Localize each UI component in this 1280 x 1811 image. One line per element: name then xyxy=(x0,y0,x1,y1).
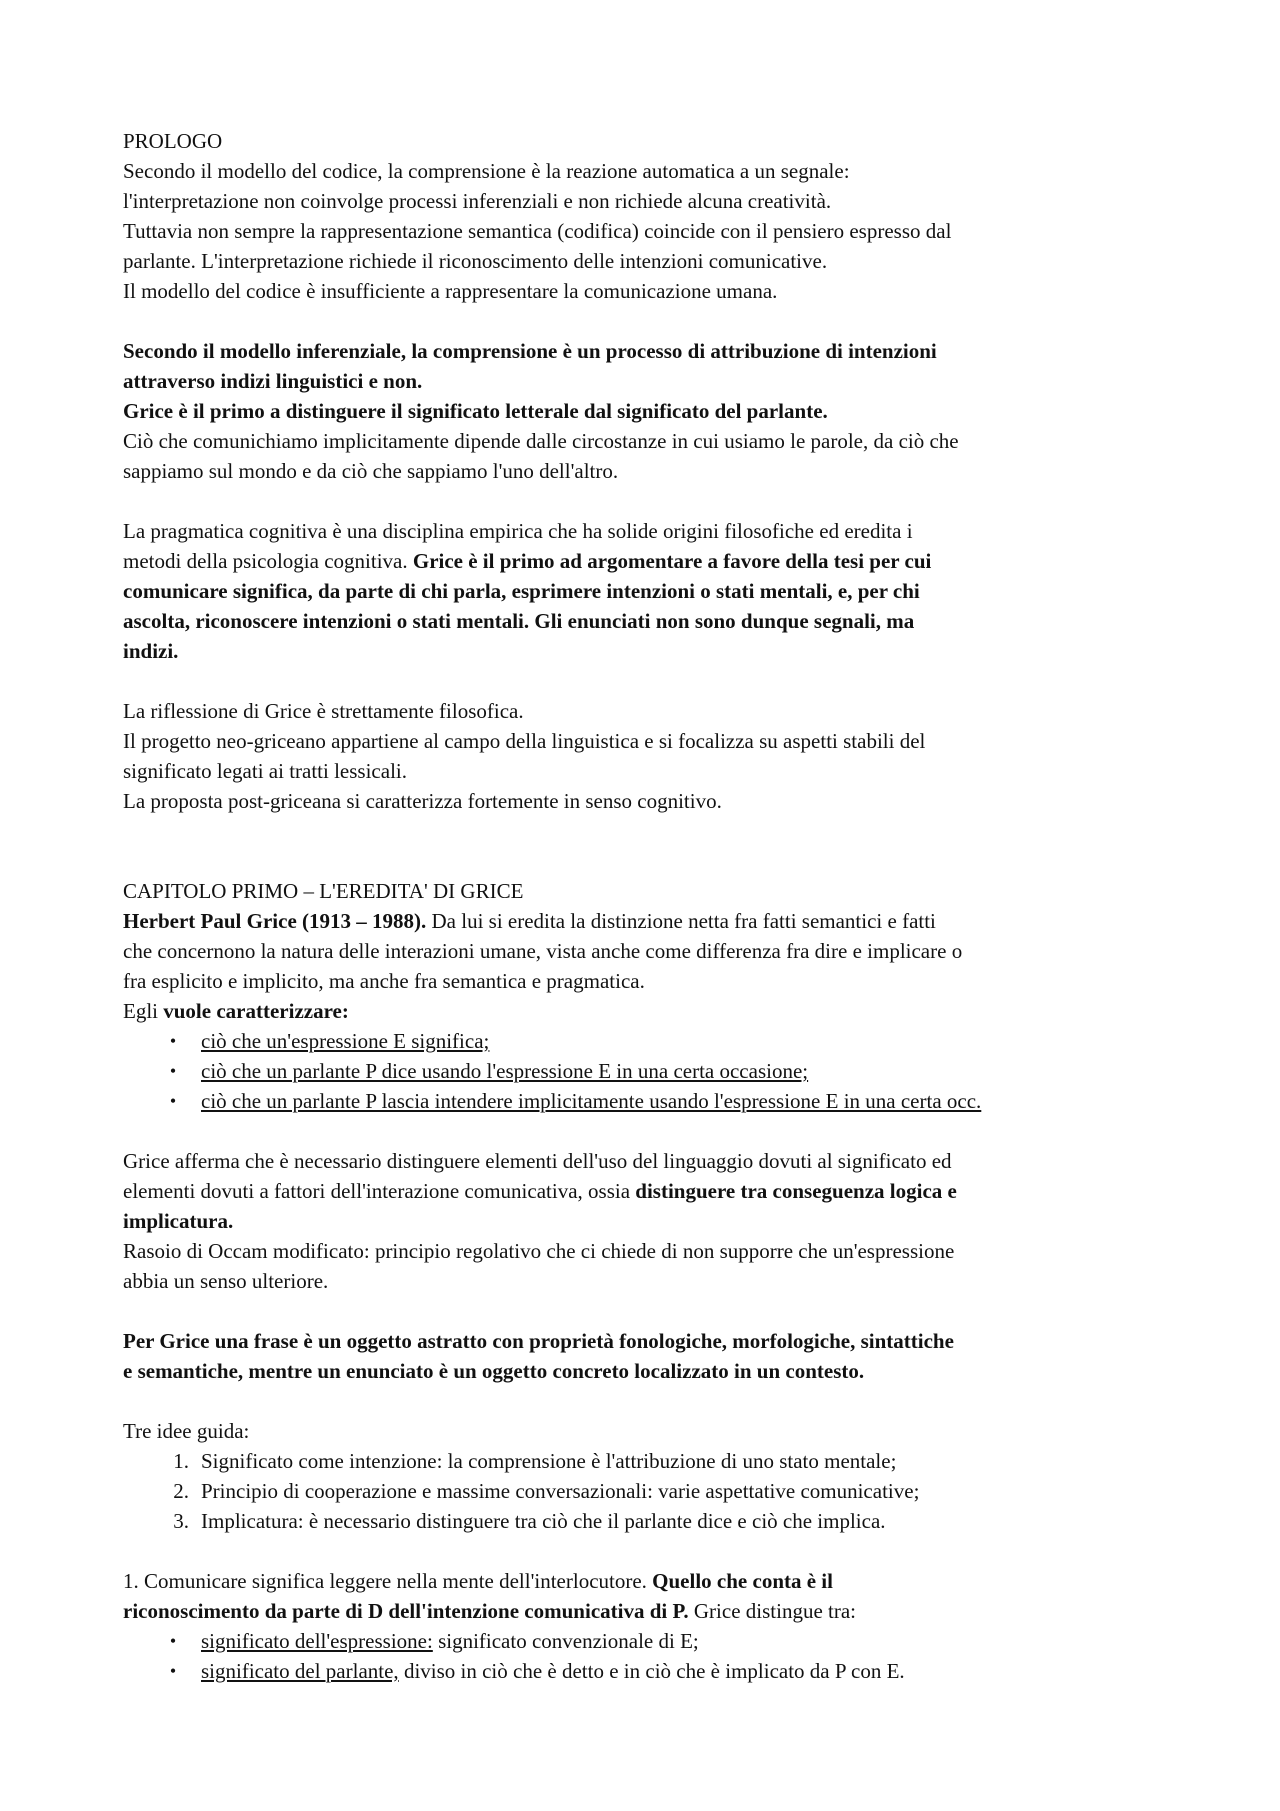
list-item: • significato dell'espressione: significato convenzionale di E; xyxy=(123,1626,1173,1656)
bullet-icon: • xyxy=(169,1061,177,1081)
list-item: • significato del parlante, diviso in ciò che è detto e in ciò che è implicato da P con E. xyxy=(123,1656,1173,1686)
list-item: • ciò che un parlante P dice usando l'espressione E in una certa occasione; xyxy=(123,1056,1173,1086)
paragraph: Rasoio di Occam modificato: principio regolativo che ci chiede di non supporre che un'espressione abbia un senso ulteriore. xyxy=(123,1239,955,1293)
numbered-list xyxy=(123,1446,1173,1536)
list-item: • ciò che un'espressione E significa; xyxy=(123,1026,1173,1056)
paragraph: Ciò che comunichiamo implicitamente dipende dalle circostanze in cui usiamo le parole, da ciò che sappiamo sul mondo e da ciò che sappiamo l'uno dell'altro. xyxy=(123,429,959,483)
bullet-icon: • xyxy=(169,1031,177,1051)
bullet-list xyxy=(123,1026,1173,1116)
paragraph: La riflessione di Grice è strettamente filosofica. xyxy=(123,699,524,723)
list-item: 3. Implicatura: è necessario distinguere tra ciò che il parlante dice e ciò che implica. xyxy=(173,1509,886,1533)
document-page xyxy=(123,126,1173,1686)
paragraph: Il progetto neo-griceano appartiene al campo della linguistica e si focalizza su aspetti stabili del significato legati ai tratti lessicali. xyxy=(123,729,926,783)
paragraph: Egli vuole caratterizzare: xyxy=(123,999,349,1023)
paragraph-bold: Grice è il primo a distinguere il significato letterale dal significato del parlante. xyxy=(123,399,828,423)
paragraph: 1. Comunicare significa leggere nella mente dell'interlocutore. Quello che conta è il riconoscimento da parte di D dell'intenzione comunicativa di P. Grice distingue tra: xyxy=(123,1569,857,1623)
list-item: 1. Significato come intenzione: la comprensione è l'attribuzione di uno stato mentale; xyxy=(173,1449,897,1473)
paragraph-bold: Per Grice una frase è un oggetto astratto con proprietà fonologiche, morfologiche, sintattiche e semantiche, mentre un enunciato è un oggetto concreto localizzato in un contesto. xyxy=(123,1329,954,1383)
paragraph: La pragmatica cognitiva è una disciplina empirica che ha solide origini filosofiche ed eredita i metodi della psicologia cognitiva. Grice è il primo ad argomentare a favore della tesi per cui comunicare significa, da parte di chi parla, esprimere intenzioni o stati mentali, e, per chi ascolta, riconoscere intenzioni o stati mentali. Gli enunciati non sono dunque segnali, ma indizi. xyxy=(123,519,932,663)
list-item: 2. Principio di cooperazione e massime conversazionali: varie aspettative comunicative; xyxy=(173,1479,920,1503)
paragraph: Tuttavia non sempre la rappresentazione semantica (codifica) coincide con il pensiero espresso dal parlante. L'interpretazione richiede il riconoscimento delle intenzioni comunicative. xyxy=(123,219,952,273)
bullet-icon: • xyxy=(169,1661,177,1681)
paragraph: Tre idee guida: xyxy=(123,1419,250,1443)
paragraph: La proposta post-griceana si caratterizza fortemente in senso cognitivo. xyxy=(123,789,722,813)
paragraph: Secondo il modello del codice, la comprensione è la reazione automatica a un segnale: l'interpretazione non coinvolge processi inferenziali e non richiede alcuna creatività. xyxy=(123,159,850,213)
bullet-icon: • xyxy=(169,1091,177,1111)
list-item: • ciò che un parlante P lascia intendere implicitamente usando l'espressione E in una certa occ. xyxy=(123,1086,1173,1116)
chapter-heading: CAPITOLO PRIMO – L'EREDITA' DI GRICE xyxy=(123,879,524,903)
bullet-list xyxy=(123,1626,1173,1686)
bullet-icon: • xyxy=(169,1631,177,1651)
paragraph: Il modello del codice è insufficiente a rappresentare la comunicazione umana. xyxy=(123,279,778,303)
paragraph-bold: Secondo il modello inferenziale, la comprensione è un processo di attribuzione di intenzioni attraverso indizi linguistici e non. xyxy=(123,339,937,393)
paragraph: Grice afferma che è necessario distinguere elementi dell'uso del linguaggio dovuti al significato ed elementi dovuti a fattori dell'interazione comunicativa, ossia distinguere tra conseguenza logica e implicatura. xyxy=(123,1149,957,1233)
prologo-heading: PROLOGO xyxy=(123,129,223,153)
paragraph: Herbert Paul Grice (1913 – 1988). Da lui si eredita la distinzione netta fra fatti semantici e fatti che concernono la natura delle interazioni umane, vista anche come differenza fra dire e implicare o fra esplicito e implicito, ma anche fra semantica e pragmatica. xyxy=(123,909,963,993)
